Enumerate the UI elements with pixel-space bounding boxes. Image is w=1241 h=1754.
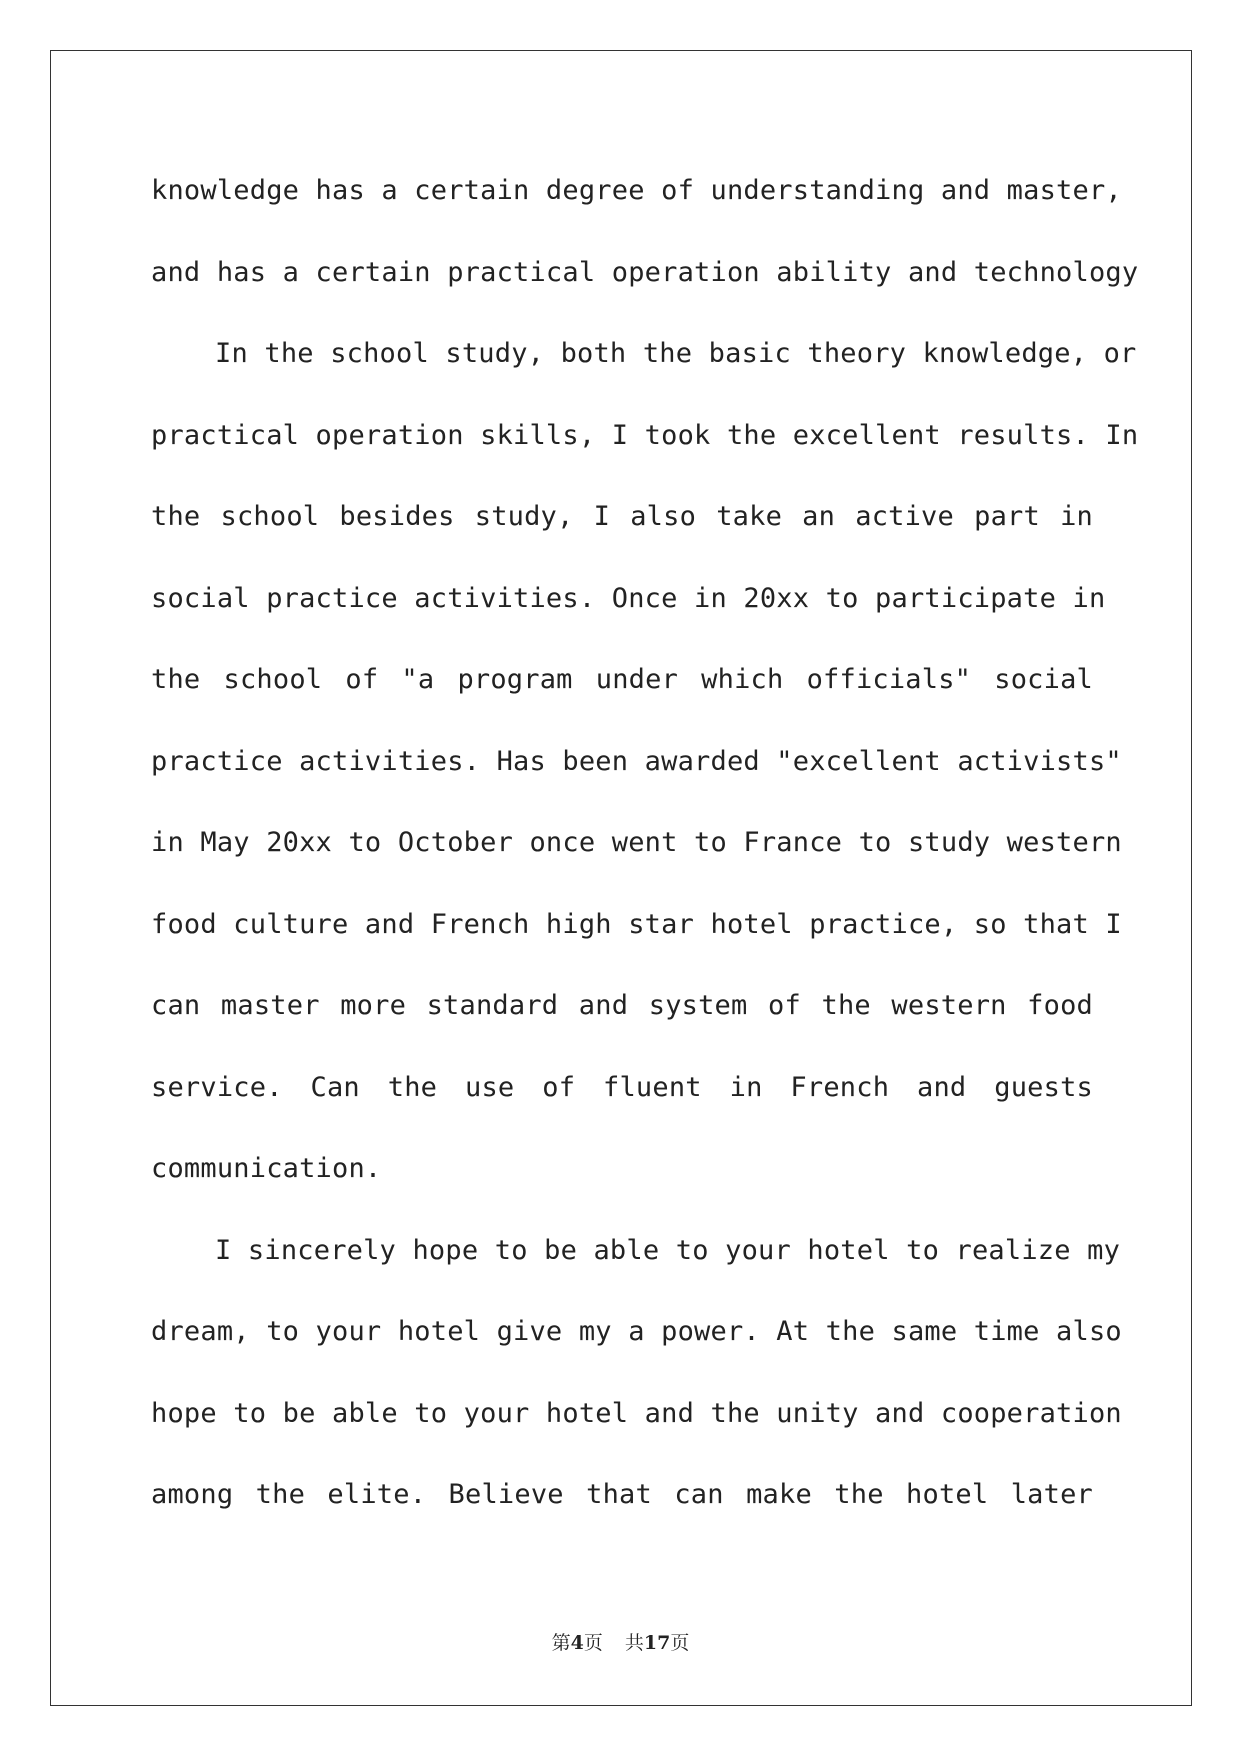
text-line: knowledge has a certain degree of understanding and master, [151,175,1122,206]
text-line: among the elite. Believe that can make the hotel later [151,1479,1093,1510]
text-line: In the school study, both the basic theory knowledge, or [215,338,1137,369]
current-page-number: 4 [570,1632,584,1654]
text-line: food culture and French high star hotel practice, so that I [151,908,1122,940]
text-line: hope to be able to your hotel and the unity and cooperation [151,1397,1122,1429]
text-line: practical operation skills, I took the excellent results. In [151,419,1139,451]
text-line: communication. [151,1153,382,1184]
footer-prefix: 第 [551,1632,571,1654]
text-line: in May 20xx to October once went to France to study western [151,827,1122,858]
text-line: practice activities. Has been awarded "excellent activists" [151,745,1122,777]
text-line: dream, to your hotel give my a power. At the same time also [151,1316,1122,1347]
body-text [151,150,1139,1536]
page-footer [0,1628,1241,1655]
text-line: social practice activities. Once in 20xx to participate in [151,582,1106,614]
text-line: the school of "a program under which officials" social [151,664,1093,695]
footer-total-suffix: 页 [670,1632,690,1654]
text-line: service. Can the use of fluent in French and guests [151,1071,1093,1103]
text-line: the school besides study, I also take an active part in [151,501,1093,532]
text-line: I sincerely hope to be able to your hotel to realize my [215,1234,1121,1266]
text-line: can master more standard and system of the western food [151,990,1093,1021]
footer-total-prefix: 共 [624,1632,644,1654]
text-line: and has a certain practical operation ability and technology [151,256,1139,288]
total-page-count: 17 [643,1632,671,1654]
footer-page-suffix: 页 [583,1632,603,1654]
